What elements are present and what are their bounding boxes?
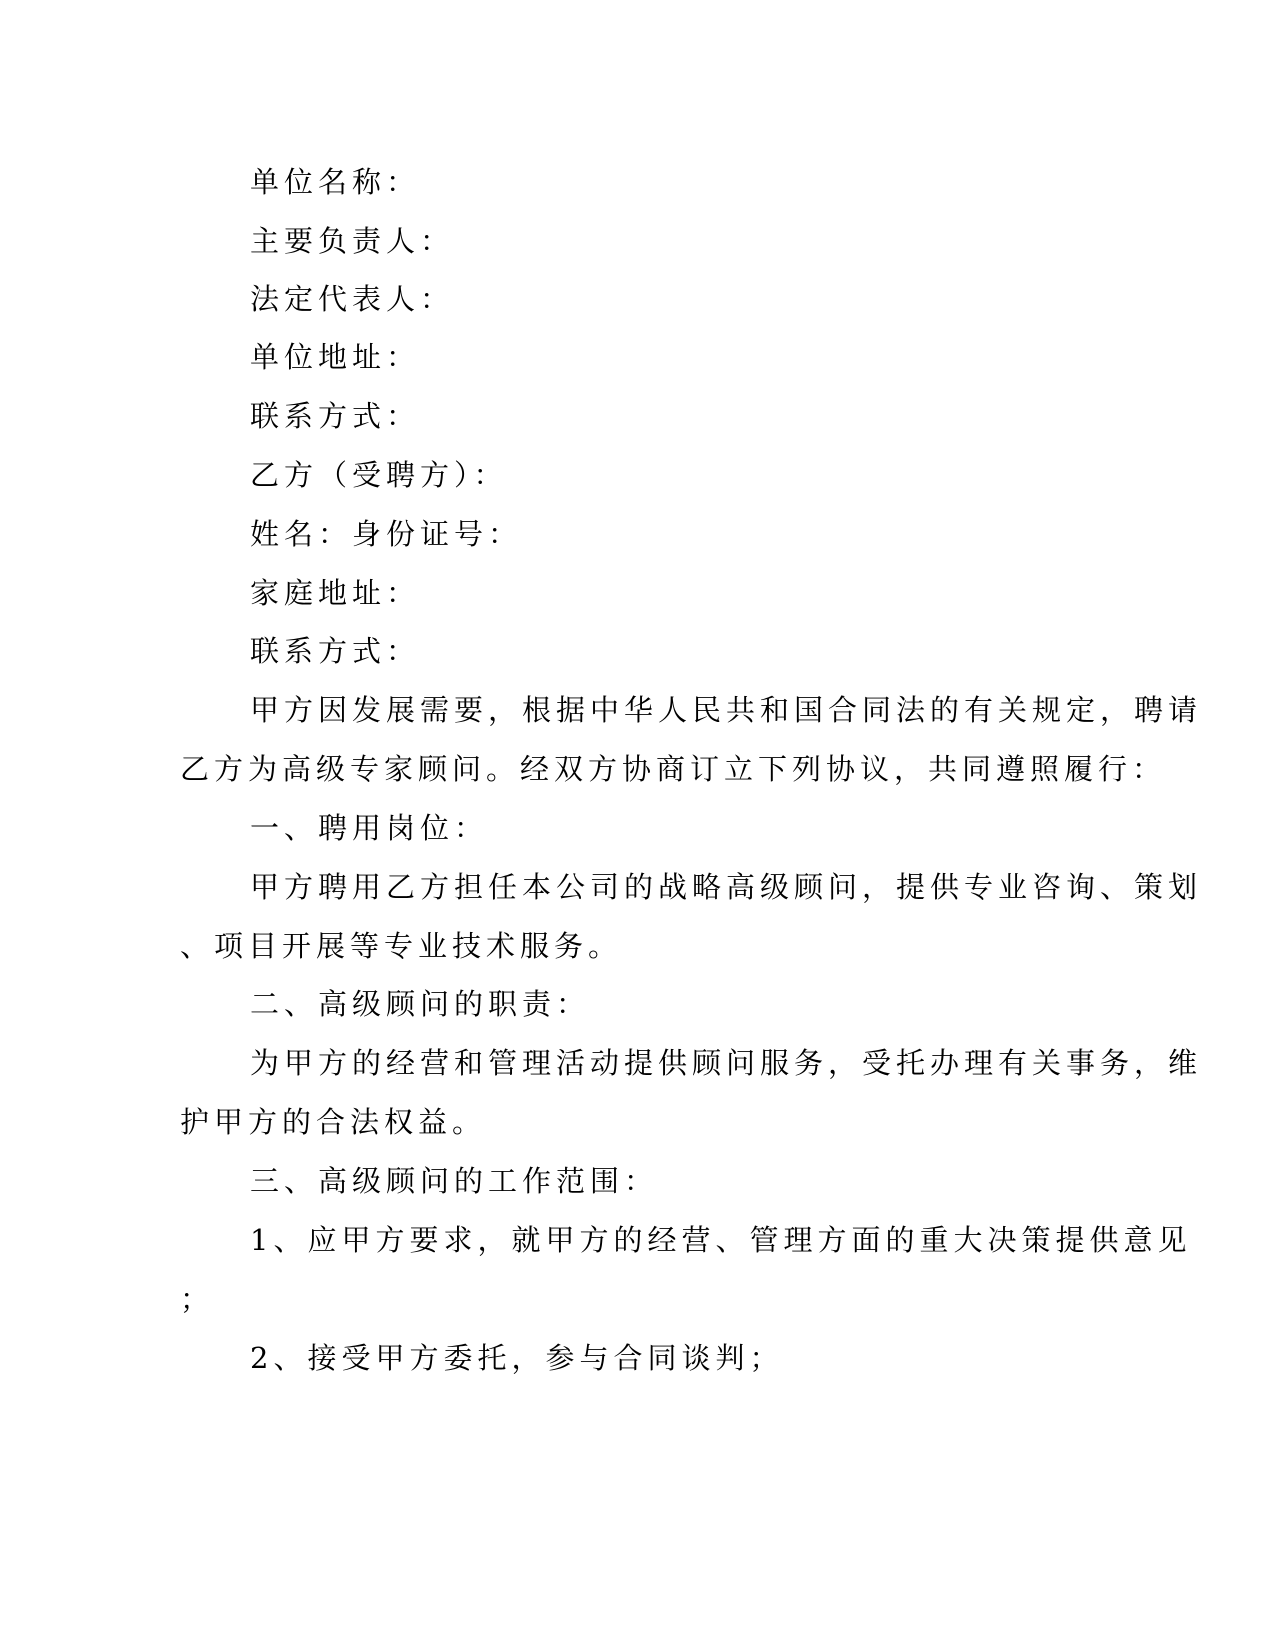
section-3-item-2: 2、接受甲方委托，参与合同谈判； (250, 1341, 784, 1375)
section-2-text-line-2: 护甲方的合法权益。 (180, 1105, 487, 1139)
section-3-item-1-line-1: 1、应甲方要求，就甲方的经营、管理方面的重大决策提供意见 (250, 1223, 1192, 1257)
party-b-heading: 乙方（受聘方）： (250, 458, 508, 492)
field-unit-address: 单位地址： (250, 340, 421, 374)
section-3-heading: 三、高级顾问的工作范围： (250, 1164, 659, 1198)
field-legal-representative: 法定代表人： (250, 282, 455, 316)
section-2-heading: 二、高级顾问的职责： (250, 987, 591, 1021)
section-3-item-1-line-2: ； (180, 1282, 215, 1316)
preamble-line-2: 乙方为高级专家顾问。经双方协商订立下列协议，共同遵照履行： (180, 752, 1167, 786)
section-1-text-line-1: 甲方聘用乙方担任本公司的战略高级顾问，提供专业咨询、策划 (250, 870, 1203, 904)
field-unit-name: 单位名称： (250, 165, 421, 199)
section-1-text-line-2: 、项目开展等专业技术服务。 (180, 929, 623, 963)
field-home-address: 家庭地址： (250, 576, 421, 610)
section-1-heading: 一、聘用岗位： (250, 811, 489, 845)
preamble-line-1: 甲方因发展需要，根据中华人民共和国合同法的有关规定，聘请 (250, 693, 1203, 727)
field-principal: 主要负责人： (250, 224, 455, 258)
section-2-text-line-1: 为甲方的经营和管理活动提供顾问服务，受托办理有关事务，维 (250, 1046, 1203, 1080)
field-contact-a: 联系方式： (250, 399, 421, 433)
field-name-id: 姓名：身份证号： (250, 517, 523, 551)
field-contact-b: 联系方式： (250, 634, 421, 668)
